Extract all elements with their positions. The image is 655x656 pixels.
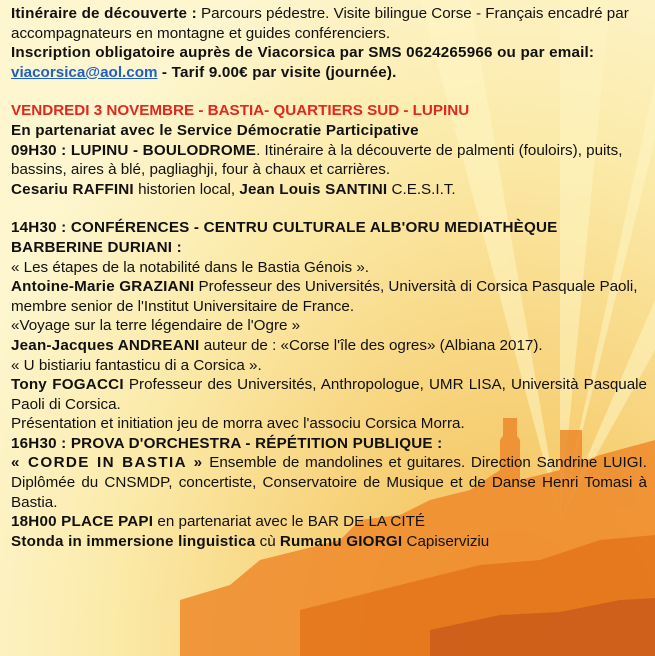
talk-1-speaker-line (11, 277, 647, 316)
talk-2-bio: auteur de : «Corse l'île des ogres» (Albiana 2017). (199, 336, 543, 354)
talk-2-speaker: Jean-Jacques ANDREANI (11, 336, 200, 354)
talk-1-title: « Les étapes de la notabilité dans le Bastia Génois ». (11, 258, 369, 276)
talk-3-title: « U bistiariu fantasticu di a Corsica ». (11, 356, 262, 374)
itinerary-label: Itinéraire de découverte : (11, 5, 197, 22)
orchestra-heading: 16H30 : PROVA D'ORCHESTRA - RÉPÉTITION PUBLIQUE : (11, 434, 443, 452)
talk-1-bio: Professeur des Universités, Università di Corsica Pasquale Paoli, membre senior de l'Institut Universitaire de France. (11, 278, 638, 315)
papi-text: en partenariat avec le BAR DE LA CITÉ (153, 513, 426, 531)
tarif-text: - Tarif 9.00€ par visite (journée). (157, 63, 397, 81)
talk-2-title: «Voyage sur la terre légendaire de l'Ogre » (11, 317, 301, 335)
guide-2-role: C.E.S.I.T. (387, 180, 456, 198)
partnership-line: En partenariat avec le Service Démocratie Participative (11, 121, 419, 139)
stonda-host: Rumanu GIORGI (279, 532, 403, 550)
email-link[interactable]: viacorsica@aol.com (11, 63, 158, 81)
orchestra-paragraph (11, 453, 647, 512)
conferences-heading: 14H30 : CONFÉRENCES - CENTRU CULTURALE ALB'ORU MEDIATHÈQUE BARBERINE DURIANI : (11, 219, 558, 256)
stonda-line (11, 532, 647, 552)
talk-2-speaker-line (11, 336, 647, 356)
morra-line: Présentation et initiation jeu de morra avec l'associu Corsica Morra. (11, 415, 465, 433)
talk-3-speaker: Tony FOGACCI (11, 376, 124, 394)
orchestra-group: « CORDE IN BASTIA » (11, 454, 204, 472)
talk-1-speaker: Antoine-Marie GRAZIANI (11, 278, 195, 296)
stonda-title: Stonda in immersione linguistica (11, 532, 256, 550)
stonda-tail: Capiserviziu (402, 532, 490, 550)
talk-3-speaker-line (11, 375, 647, 414)
papi-line (11, 512, 647, 532)
papi-time: 18H00 PLACE PAPI (11, 513, 154, 531)
guide-2-name: Jean Louis SANTINI (239, 180, 388, 198)
inscription-text: Inscription obligatoire auprès de Viacorsica par SMS 0624265966 ou par email: (11, 44, 595, 62)
guide-1-role: historien local, (133, 180, 240, 198)
itinerary-text: Parcours pédestre. Visite bilingue Corse - Français encadré par accompagnateurs en montagne et guides conférenciers. (11, 5, 629, 42)
talk-3-bio: Professeur des Universités, Anthropologue, UMR LISA, Università Pasquale Paoli di Corsica. (11, 376, 648, 413)
walk-time: 09H30 : LUPINU - BOULODROME (11, 141, 257, 159)
guide-1-name: Cesariu RAFFINI (11, 180, 134, 198)
stonda-cu: cù (255, 532, 280, 550)
guides-line (11, 180, 647, 200)
event-header: VENDREDI 3 NOVEMBRE - BASTIA- QUARTIERS SUD - LUPINU (11, 102, 470, 120)
orchestra-description: Ensemble de mandolines et guitares. Direction Sandrine LUIGI. Diplômée du CNSMDP, concertiste, Conservatoire de Musique et de Danse Henri Tomasi à Bastia. (11, 454, 647, 511)
intro-paragraph (11, 4, 647, 82)
walk-paragraph (11, 141, 647, 180)
walk-description: . Itinéraire à la découverte de palmenti (fouloirs), puits, bassins, aires à blé, pagliaghji, four à chaux et carrières. (11, 141, 623, 179)
